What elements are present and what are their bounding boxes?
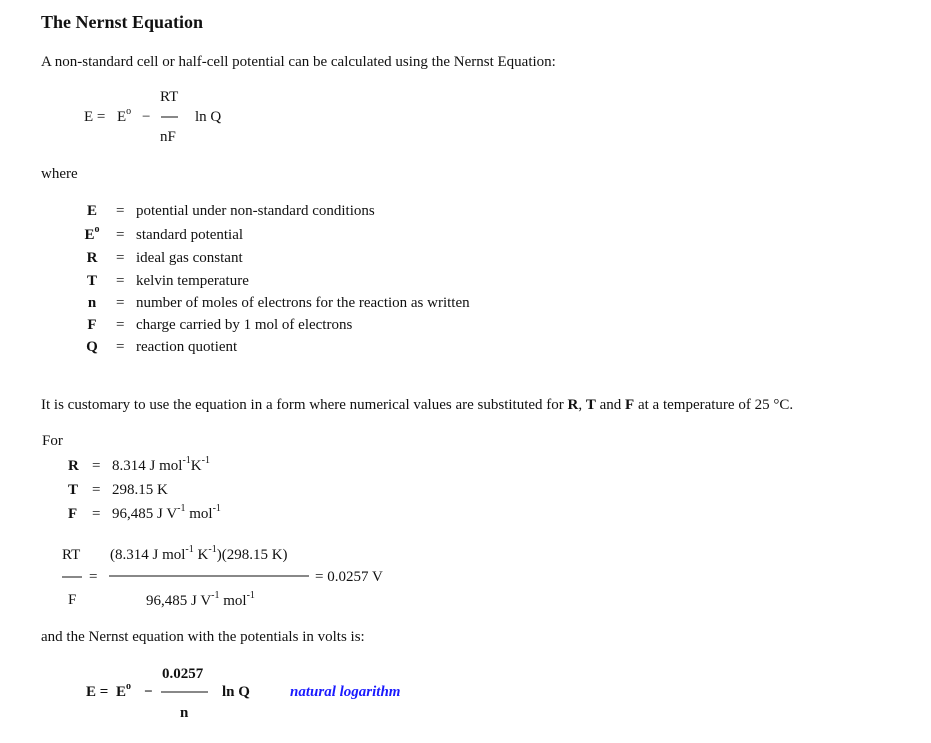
page-title: The Nernst Equation (41, 12, 204, 32)
eq1-lhs: E = (84, 109, 106, 125)
fraction-bar (62, 576, 82, 578)
definition-symbol: Q (86, 339, 98, 355)
definition-symbol: n (87, 295, 97, 311)
calc-lhs-numerator: RT (62, 547, 81, 563)
definition-text: standard potential (136, 227, 244, 243)
equals-sign: = (116, 295, 125, 311)
constant-value-t: 298.15 K (112, 482, 168, 498)
definition-text: kelvin temperature (136, 273, 249, 289)
equals-sign: = (116, 250, 125, 266)
equals-sign: = (116, 227, 125, 243)
constant-value-f: 96,485 J $V^{-1}$ mol$^{-1}$ (112, 503, 221, 522)
definition-text: number of moles of electrons for the reaction as written (136, 295, 470, 311)
definition-symbol: F (87, 317, 97, 333)
equals-sign: = (92, 506, 101, 522)
eq1-ln: ln Q (195, 109, 222, 125)
constant-symbol: F (68, 506, 78, 522)
calc-lhs-denominator: F (68, 592, 77, 608)
equals-sign: = (116, 203, 125, 219)
definition-symbol: T (86, 273, 97, 289)
definition-symbol: $E^o$ (84, 224, 100, 243)
constant-value-r: 8.314 J $mol^{-1}K^{-1}$ (112, 455, 210, 474)
fraction-bar (161, 691, 208, 693)
equals-sign: = (116, 273, 125, 289)
calc-result: = 0.0257 V (315, 569, 383, 585)
constant-symbol: R (68, 458, 79, 474)
where-label: where (41, 166, 78, 182)
definition-text: potential under non-standard conditions (136, 203, 375, 219)
definition-text: ideal gas constant (136, 250, 243, 266)
definition-symbol: R (86, 250, 98, 266)
definition-text: reaction quotient (136, 339, 238, 355)
equals-sign: = (92, 482, 101, 498)
eq1-numerator: RT (160, 89, 179, 105)
eq2-numerator: 0.0257 (162, 666, 204, 682)
constant-symbol: T (68, 482, 79, 498)
equals-sign: = (89, 569, 98, 585)
volts-sentence: and the Nernst equation with the potentials in volts is: (41, 629, 365, 645)
eq2-minus: − (144, 684, 153, 700)
calc-numerator: (8.314 J mol$^{-1}$ $K^{-1})(298.15$ K) (110, 544, 288, 563)
definition-symbol: E (86, 203, 97, 219)
fraction-bar (109, 575, 309, 577)
equals-sign: = (116, 339, 125, 355)
natural-logarithm-note: natural logarithm (290, 684, 401, 700)
eq2-denominator: n (180, 705, 189, 721)
eq2-e0: $E^o$ (116, 681, 132, 700)
eq1-e0: $E^o$ (117, 106, 132, 125)
calc-denominator: 96,485 J $V^{-1}$ mol$^{-1}$ (146, 590, 255, 609)
equals-sign: = (116, 317, 125, 333)
intro-text: A non-standard cell or half-cell potential can be calculated using the Nernst Equation: (41, 54, 556, 70)
equals-sign: = (92, 458, 101, 474)
customary-sentence: It is customary to use the equation in a form where numerical values are substituted for R, T and F at a temperature of 25 °C. (41, 397, 794, 413)
eq1-minus: − (142, 109, 151, 125)
eq1-denominator: nF (160, 129, 176, 145)
fraction-bar (161, 116, 178, 118)
definition-text: charge carried by 1 mol of electrons (136, 317, 353, 333)
for-label: For (42, 433, 63, 449)
eq2-ln: ln Q (222, 684, 250, 700)
eq2-lhs: E = (86, 684, 109, 700)
